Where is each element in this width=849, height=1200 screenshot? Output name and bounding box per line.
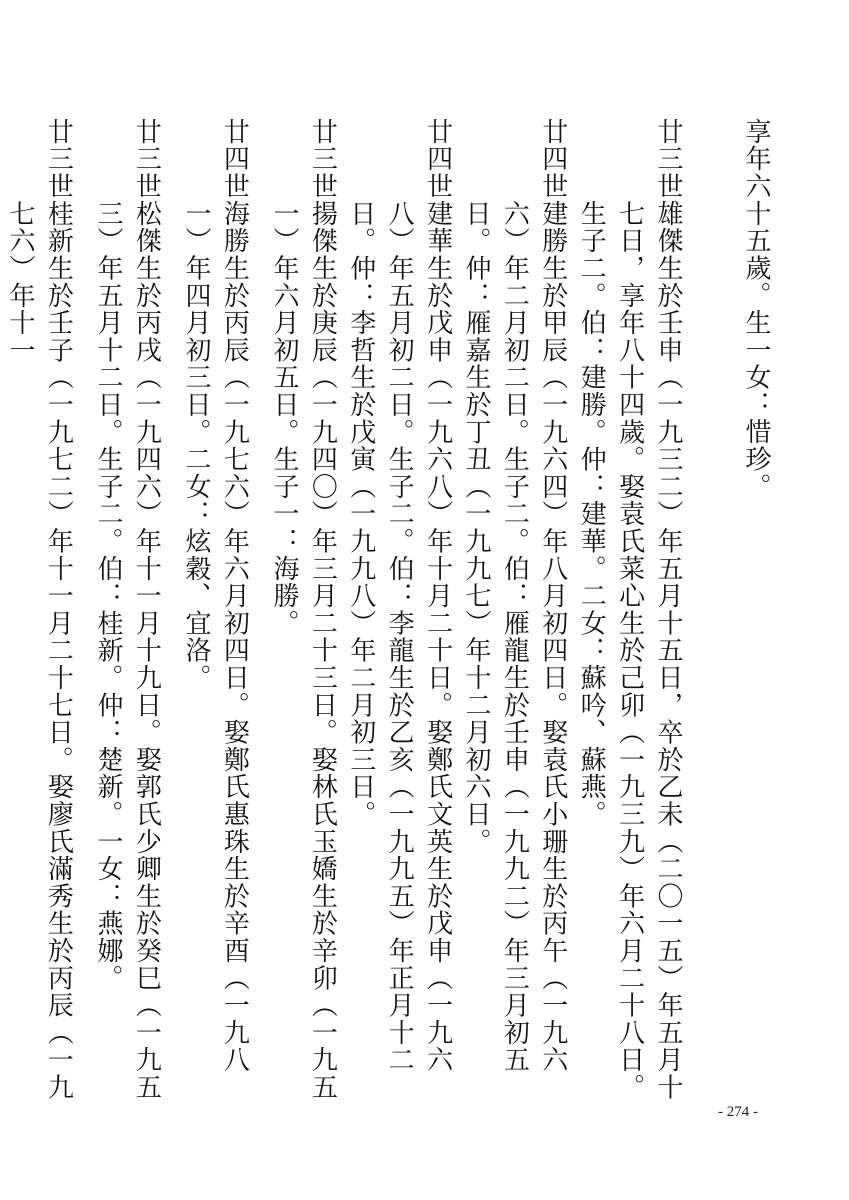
- generation-label: 廿四世: [537, 118, 568, 200]
- continuation-line: [687, 118, 775, 1108]
- genealogy-entry: [0, 118, 77, 1108]
- genealogy-entry: [572, 118, 687, 1108]
- generation-label: 廿四世: [219, 118, 250, 200]
- genealogy-text: [4, 118, 775, 1108]
- entry-text: 享年六十五歲。生一女：惜珍。: [741, 118, 771, 501]
- entry-text: 松傑生於丙戌（一九四六）年十一月十九日。娶郭氏少卿生於癸巳（一九五三）年五月十二日。生子二。伯：桂新。仲：楚新。一女：燕娜。: [92, 199, 162, 1101]
- genealogy-entry: [77, 118, 165, 1108]
- generation-label: 廿三世: [43, 118, 74, 200]
- genealogy-entry: [165, 118, 253, 1108]
- generation-label: 廿三世: [131, 118, 162, 200]
- generation-label: 廿四世: [422, 118, 453, 200]
- entry-text: 建華生於戊申（一九六八）年十月二十日。娶鄭氏文英生於戊申（一九六八）年五月初二日。生子二。伯：李龍生於乙亥（一九九五）年正月十二日。仲：李哲生於戊寅（一九九八）年二月初三日。: [345, 199, 453, 1074]
- entry-text: 揚傑生於庚辰（一九四〇）年三月二十三日。娶林氏玉嬌生於辛卯（一九五一）年六月初五日。生子一：海勝。: [268, 199, 338, 1101]
- entry-text: 建勝生於甲辰（一九六四）年八月初四日。娶袁氏小珊生於丙午（一九六六）年二月初二日。生子二。伯：雁龍生於壬申（一九九二）年三月初五日。仲：雁嘉生於丁丑（一九九七）年十二月初六日。: [460, 199, 568, 1074]
- genealogy-entry: [253, 118, 341, 1108]
- genealogy-entry: [341, 118, 456, 1108]
- genealogy-entry: [457, 118, 572, 1108]
- generation-label: 廿三世: [653, 118, 683, 200]
- entry-text: 海勝生於丙辰（一九七六）年六月初四日。娶鄭氏惠珠生於辛酉（一九八一）年四月初三日。二女：炫穀、宜洛。: [180, 199, 250, 1074]
- generation-label: 廿三世: [307, 118, 338, 200]
- entry-text: 雄傑生於壬申（一九三二）年五月十五日，卒於乙未（二〇一五）年五月十七日，享年八十四歲。娶袁氏菜心生於己卯（一九三九）年六月二十八日。生子二。伯：建勝。仲：建華。二女：蘇吟、蘇燕。: [576, 199, 683, 1101]
- entry-text: 桂新生於壬子（一九七二）年十一月二十七日。娶廖氏滿秀生於丙辰（一九七六）年十一: [4, 199, 74, 1101]
- page-number: - 274 -: [718, 1104, 758, 1120]
